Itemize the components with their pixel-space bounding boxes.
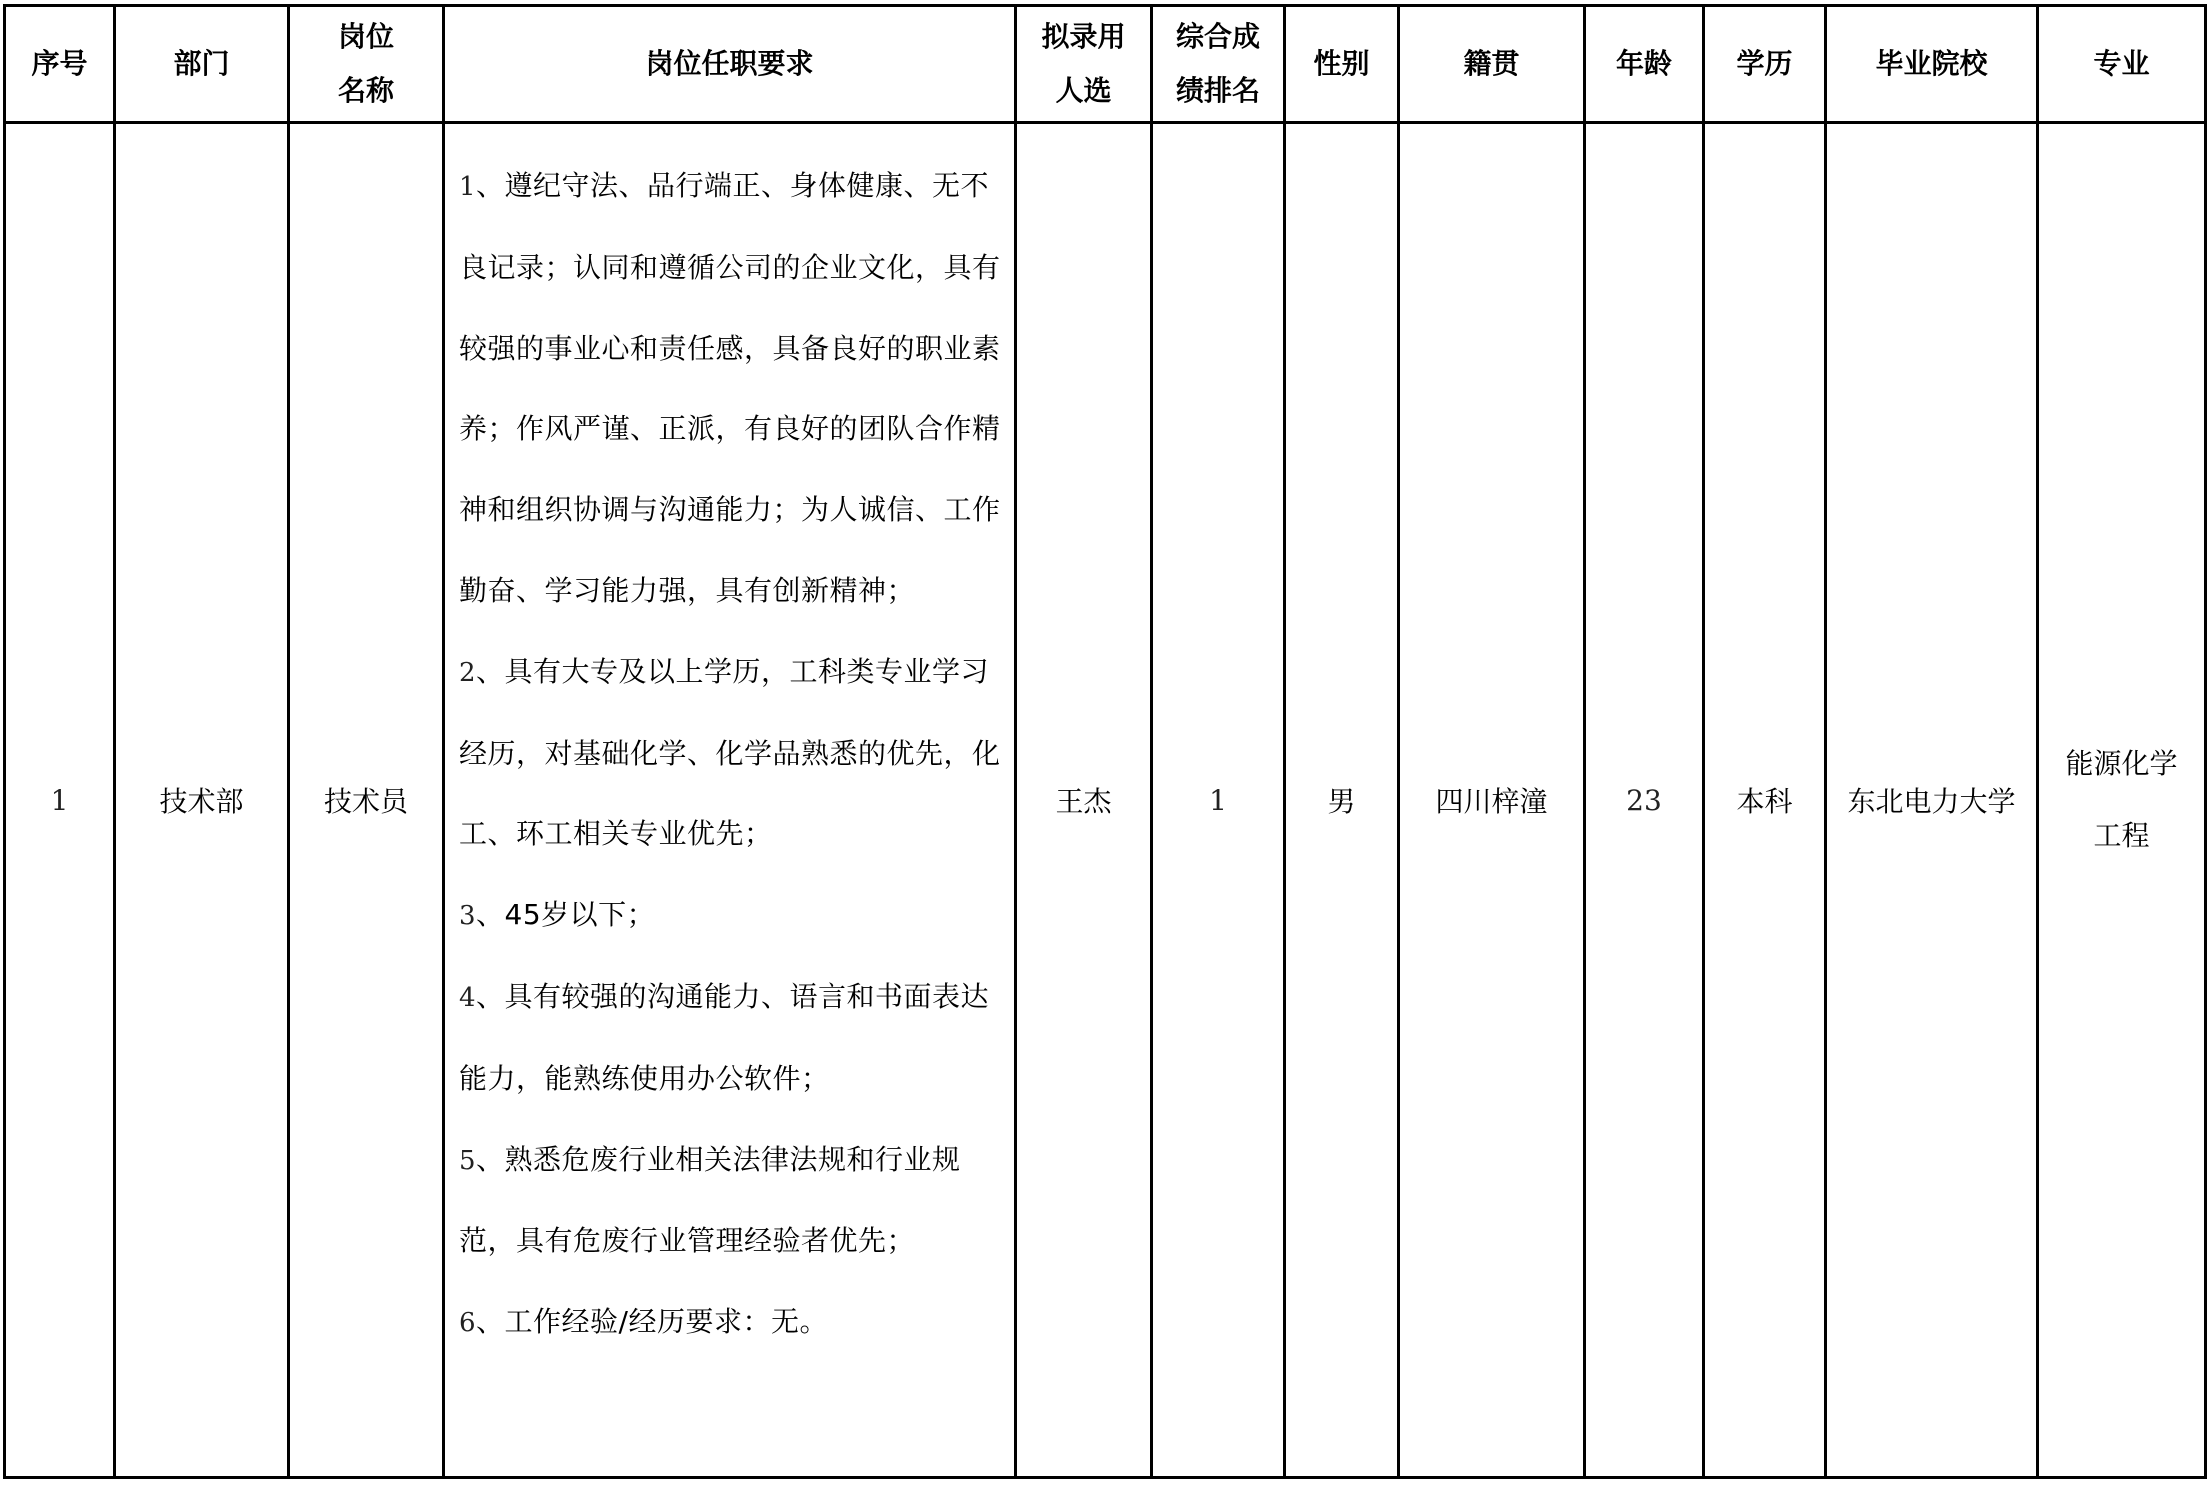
header-requirements (444, 6, 1016, 123)
requirement-number: 2 (459, 657, 477, 688)
requirement-line (459, 389, 1002, 470)
requirement-line (459, 1282, 1002, 1364)
cell-hometown: 四川梓潼 (1399, 123, 1585, 1478)
header-age (1585, 6, 1704, 123)
requirement-text: 工、环工相关专业优先； (459, 817, 773, 851)
header-requirements-label: 岗位任职要求 (645, 47, 814, 80)
header-education (1704, 6, 1826, 123)
requirement-number: 5 (459, 1145, 477, 1176)
requirement-line (459, 632, 1002, 714)
requirement-line (459, 551, 1002, 632)
requirement-text: 、熟悉危废行业相关法律法规和行业规 (476, 1142, 961, 1176)
major-line-1: 能源化学 (2065, 747, 2178, 780)
requirements-text (445, 124, 1014, 1364)
header-hometown-label: 籍贯 (1463, 47, 1520, 80)
header-gender (1285, 6, 1399, 123)
requirement-line (459, 1120, 1002, 1202)
requirement-line (459, 1039, 1002, 1120)
header-department (115, 6, 289, 123)
cell-gender: 男 (1285, 123, 1399, 1478)
requirement-line (459, 875, 1002, 957)
header-major-label: 专业 (2093, 47, 2150, 80)
header-school-label: 毕业院校 (1875, 47, 1988, 80)
requirement-text: 、具有大专及以上学历，工科类专业学习 (476, 654, 990, 688)
requirement-text: 经历，对基础化学、化学品熟悉的优先，化 (459, 736, 1001, 770)
cell-education: 本科 (1704, 123, 1826, 1478)
header-candidate-label-2: 人选 (1055, 74, 1112, 107)
cell-rank: 1 (1152, 123, 1285, 1478)
requirement-line (459, 794, 1002, 875)
header-rank-label-2: 绩排名 (1175, 74, 1260, 107)
requirement-text: 范，具有危废行业管理经验者优先； (459, 1224, 916, 1258)
header-position-label-2: 名称 (337, 74, 394, 107)
requirement-line (459, 470, 1002, 551)
requirement-line (459, 1201, 1002, 1282)
requirement-text: 能力，能熟练使用办公软件； (459, 1061, 830, 1095)
header-position (289, 6, 444, 123)
requirement-number: 6 (459, 1308, 477, 1339)
major-line-2: 工程 (2093, 819, 2150, 852)
header-rank (1152, 6, 1285, 123)
cell-position: 技术员 (289, 123, 444, 1478)
requirement-text: 养；作风严谨、正派，有良好的团队合作精 (459, 412, 1001, 446)
requirement-number: 3 (459, 901, 477, 932)
cell-seq: 1 (5, 123, 115, 1478)
requirement-line (459, 146, 1002, 228)
recruitment-table (3, 4, 2207, 1479)
cell-school: 东北电力大学 (1826, 123, 2038, 1478)
cell-department: 技术部 (115, 123, 289, 1478)
requirement-line (459, 714, 1002, 795)
requirement-line (459, 228, 1002, 309)
table-row (5, 123, 2206, 1478)
header-seq-label: 序号 (31, 47, 88, 80)
header-hometown (1399, 6, 1585, 123)
requirement-number: 1 (459, 172, 477, 202)
requirement-text: 、遵纪守法、品行端正、身体健康、无不 (476, 169, 990, 202)
header-gender-label: 性别 (1313, 47, 1370, 80)
header-seq (5, 6, 115, 123)
cell-major (2038, 123, 2206, 1478)
requirement-text: 神和组织协调与沟通能力；为人诚信、工作 (459, 493, 1001, 527)
requirement-line (459, 309, 1002, 390)
requirement-text: 良记录；认同和遵循公司的企业文化，具有 (459, 250, 1001, 284)
header-department-label: 部门 (173, 47, 230, 80)
requirement-text: 、45岁以下； (476, 898, 656, 932)
header-rank-label-1: 综合成 (1175, 20, 1260, 53)
requirement-line (459, 957, 1002, 1039)
header-major (2038, 6, 2206, 123)
cell-age: 23 (1585, 123, 1704, 1478)
header-row (5, 6, 2206, 123)
requirement-text: 较强的事业心和责任感，具备良好的职业素 (459, 331, 1001, 365)
header-candidate-label-1: 拟录用 (1041, 20, 1126, 53)
requirement-text: 、具有较强的沟通能力、语言和书面表达 (476, 979, 990, 1013)
header-candidate (1016, 6, 1152, 123)
header-school (1826, 6, 2038, 123)
header-age-label: 年龄 (1615, 47, 1672, 80)
requirement-number: 4 (459, 982, 477, 1013)
header-education-label: 学历 (1736, 47, 1793, 80)
cell-candidate: 王杰 (1016, 123, 1152, 1478)
requirement-text: 勤奋、学习能力强，具有创新精神； (459, 573, 916, 607)
requirement-text: 、工作经验/经历要求：无。 (476, 1305, 828, 1339)
header-position-label-1: 岗位 (337, 20, 394, 53)
cell-requirements (444, 123, 1016, 1478)
